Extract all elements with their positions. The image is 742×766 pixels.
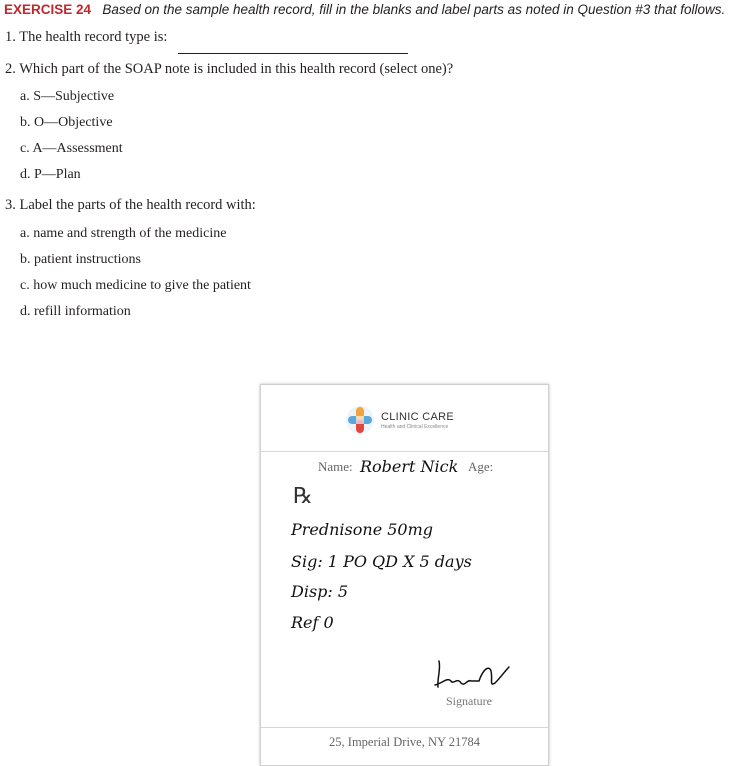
- divider: [261, 451, 548, 452]
- clinic-name: CLINIC CARE: [381, 411, 454, 423]
- question-1: 1. The health record type is:: [5, 29, 168, 45]
- patient-name: Robert Nick: [360, 457, 459, 476]
- sig-line: Sig: 1 PO QD X 5 days: [291, 552, 472, 571]
- name-label: Name:: [318, 459, 353, 474]
- q2-option-d: d. P—Plan: [20, 167, 81, 182]
- exercise-label: EXERCISE 24: [4, 2, 92, 17]
- age-label: Age:: [468, 459, 494, 474]
- question-3: 3. Label the parts of the health record with:: [5, 197, 256, 213]
- exercise-header: [4, 2, 725, 18]
- signature-scribble: [433, 657, 513, 693]
- rx-symbol: ℞: [293, 483, 313, 508]
- signature-label: Signature: [446, 694, 492, 708]
- question-2: 2. Which part of the SOAP note is included in this health record (select one)?: [5, 61, 454, 77]
- q3-option-b: b. patient instructions: [20, 252, 141, 267]
- q3-option-a: a. name and strength of the medicine: [20, 226, 227, 241]
- clinic-logo-icon: [345, 405, 375, 435]
- prescription-card: [260, 384, 549, 766]
- q2-option-c: c. A—Assessment: [20, 141, 123, 156]
- q3-option-d: d. refill information: [20, 304, 131, 319]
- clinic-address: 25, Imperial Drive, NY 21784: [329, 735, 480, 749]
- clinic-tagline: Health and Clinical Excellence: [381, 424, 449, 430]
- exercise-instruction: Based on the sample health record, fill in the blanks and label parts as noted in Question #3 that follows.: [102, 2, 726, 17]
- q2-option-a: a. S—Subjective: [20, 89, 115, 104]
- disp-line: Disp: 5: [291, 582, 349, 601]
- q2-option-b: b. O—Objective: [20, 115, 113, 130]
- refill-line: Ref 0: [291, 613, 334, 632]
- divider: [261, 727, 548, 728]
- answer-blank-line: [178, 53, 408, 54]
- medicine-line: Prednisone 50mg: [291, 520, 434, 539]
- q3-option-c: c. how much medicine to give the patient: [20, 278, 251, 293]
